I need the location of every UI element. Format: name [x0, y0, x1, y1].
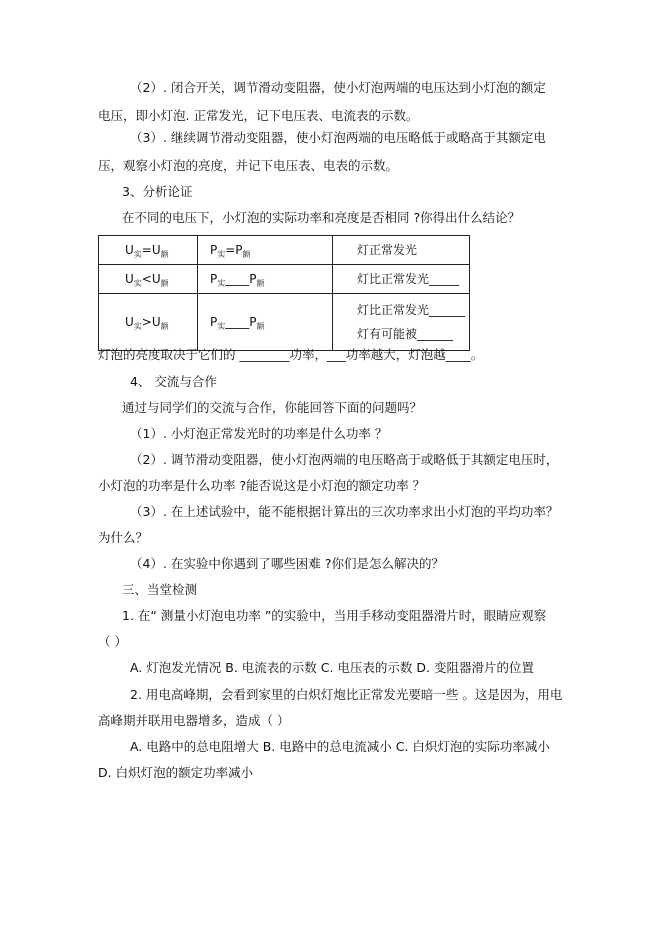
test-q1-line-1: 1. 在“ 测量小灯泡电功率 ”的实验中，当用手移动变阻器滑片时，眼睛应观察: [122, 608, 547, 623]
step-2-line-2: 电压，即小灯泡. 正常发光，记下电压表、电流表的示数。: [98, 108, 419, 123]
section-test-heading: 三、当堂检测: [122, 582, 198, 597]
test-q1-line-2: （ ）: [98, 634, 127, 649]
voltage-condition-cell: $U_实<U_额$: [99, 265, 198, 294]
section-exchange-heading: 4、 交流与合作: [130, 374, 217, 389]
step-3-line-1: （3）. 继续调节滑动变阻器，使小灯泡两端的电压略低于或略高于其额定电: [130, 130, 546, 145]
voltage-condition-cell: $U_实=U_额$: [99, 236, 198, 265]
test-q2-options-line-1: A. 电路中的总电阻增大 B. 电路中的总电流减小 C. 白炽灯泡的实际功率减小: [130, 739, 550, 754]
brightness-result-cell: 灯比正常发光______ 灯有可能被______: [333, 294, 470, 351]
question-4: （4）. 在实验中你遇到了哪些困难 ?你们是怎么解决的？: [130, 556, 445, 571]
test-q2-line-2: 高峰期并联用电器增多，造成（ ）: [98, 713, 290, 728]
table-row: [99, 236, 470, 265]
test-q2-line-1: 2. 用电高峰期，会看到家里的白炽灯炮比正常发光要暗一些 。这是因为，用电: [130, 687, 563, 702]
question-1: （1）. 小灯泡正常发光时的功率是什么功率 ？: [130, 426, 388, 441]
section-analysis-heading: 3、分析论证: [122, 184, 193, 199]
step-3-line-2: 压，观察小灯泡的亮度，并记下电压表、电表的示数。: [98, 158, 399, 173]
question-3-line-1: （3）. 在上述试验中，能不能根据计算出的三次功率求出小灯泡的平均功率？: [130, 504, 559, 519]
test-q1-options: A. 灯泡发光情况 B. 电流表的示数 C. 电压表的示数 D. 变阻器滑片的位置: [130, 660, 534, 675]
question-2-line-1: （2）. 调节滑动变阻器，使小灯泡两端的电压略高于或略低于其额定电压时，: [130, 452, 559, 467]
power-relation-cell: $P_实\_\_\_\_P_额$: [198, 265, 333, 294]
analysis-question: 在不同的电压下，小灯泡的实际功率和亮度是否相同 ?你得出什么结论？: [122, 210, 521, 225]
brightness-result-cell: 灯比正常发光_____: [333, 265, 470, 294]
table-row: [99, 265, 470, 294]
question-3-line-2: 为什么？: [98, 530, 149, 545]
step-2-line-1: （2）. 闭合开关，调节滑动变阻器，使小灯泡两端的电压达到小灯泡的额定: [130, 80, 546, 95]
voltage-condition-cell: $U_实>U_额$: [99, 294, 198, 351]
test-q2-options-line-2: D. 白炽灯泡的额定功率减小: [98, 765, 254, 780]
power-comparison-table: [98, 235, 470, 351]
table-row: [99, 294, 470, 351]
power-relation-cell: $P_实\_\_\_\_P_额$: [198, 294, 333, 351]
exchange-intro: 通过与同学们的交流与合作，你能回答下面的问题吗？: [122, 400, 423, 415]
brightness-conclusion: 灯泡的亮度取决于它们的 ________功率，___功率越大，灯泡越____。: [98, 347, 484, 362]
brightness-result-cell: 灯正常发光: [333, 236, 470, 265]
power-relation-cell: $P_实=P_额$: [198, 236, 333, 265]
question-2-line-2: 小灯泡的功率是什么功率 ?能否说这是小灯泡的额定功率 ？: [98, 478, 426, 493]
